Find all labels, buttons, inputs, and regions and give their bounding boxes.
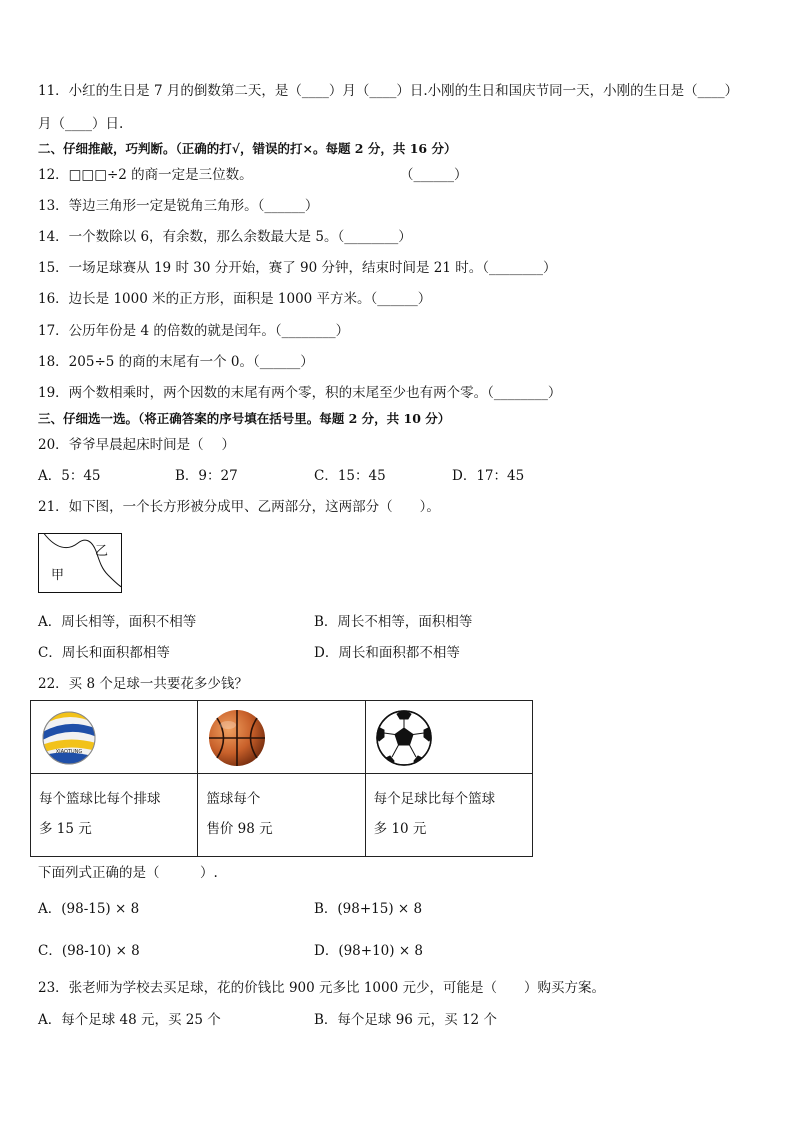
q20-stem: 20．爷爷早晨起床时间是（ ） [38, 437, 235, 453]
q22-option-d[interactable]: D．(98+10) × 8 [314, 943, 424, 959]
q19: 19．两个数相乘时，两个因数的末尾有两个零，积的末尾至少也有两个零。（________） [38, 385, 562, 401]
basketball-info-cell [198, 774, 365, 857]
q14: 14．一个数除以 6，有余数，那么余数最大是 5。（________） [38, 229, 412, 245]
soccer-ball-cell [365, 701, 532, 774]
q15: 15．一场足球赛从 19 时 30 分开始，赛了 90 分钟，结束时间是 21 时。（________） [38, 260, 557, 276]
soccer-vs-basketball-text: 每个足球比每个篮球 [373, 791, 496, 807]
q21-rectangle-figure [38, 533, 122, 593]
q22-price-table [30, 700, 533, 857]
q21-option-b[interactable]: B．周长不相等，面积相等 [314, 614, 473, 630]
label-jia: 甲 [51, 568, 65, 583]
basketball-vs-volleyball-text: 每个篮球比每个排球 [39, 791, 161, 807]
volleyball-info-cell [31, 774, 198, 857]
label-yi: 乙 [95, 544, 109, 559]
soccer-vs-basketball-diff: 多 10 元 [373, 821, 427, 837]
q18: 18．205÷5 的商的末尾有一个 0。（______） [38, 354, 314, 370]
soccer-ball-icon [374, 708, 434, 768]
q21-stem: 21．如下图，一个长方形被分成甲、乙两部分，这两部分（ ）。 [38, 499, 440, 515]
q21-option-a[interactable]: A．周长相等，面积不相等 [38, 614, 197, 630]
q20-option-d[interactable]: D．17：45 [452, 468, 525, 484]
basketball-price-value: 售价 98 元 [206, 821, 273, 837]
soccer-info-cell [365, 774, 532, 857]
q11-line2: 月（____）日. [38, 116, 124, 132]
q23-option-a[interactable]: A．每个足球 48 元，买 25 个 [38, 1012, 221, 1028]
q12-answer-blank[interactable]: （______） [400, 167, 468, 183]
q17: 17．公历年份是 4 的倍数的就是闰年。（________） [38, 323, 350, 339]
q22-prompt: 下面列式正确的是（ ）. [38, 865, 218, 881]
q12-text: 12．□□□÷2 的商一定是三位数。 [38, 167, 253, 183]
q22-option-b[interactable]: B．(98+15) × 8 [314, 901, 423, 917]
q16: 16．边长是 1000 米的正方形，面积是 1000 平方米。（______） [38, 291, 432, 307]
q23-stem: 23．张老师为学校去买足球，花的价钱比 900 元多比 1000 元少，可能是（ ）购买方案。 [38, 980, 605, 996]
volleyball-brand: XIAOTUNG [55, 749, 83, 755]
q21-option-d[interactable]: D．周长和面积都不相等 [314, 645, 460, 661]
basketball-icon [206, 707, 268, 769]
q20-option-b[interactable]: B．9：27 [175, 468, 238, 484]
q22-option-c[interactable]: C．(98-10) × 8 [38, 943, 140, 959]
rectangle-outline [39, 534, 122, 593]
q20-option-a[interactable]: A．5：45 [38, 468, 101, 484]
volleyball-icon [39, 708, 99, 768]
volleyball-cell [31, 701, 198, 774]
q11-line1: 11．小红的生日是 7 月的倒数第二天，是（____）月（____）日.小刚的生日和国庆节同一天，小刚的生日是（____） [38, 83, 739, 99]
q21-option-c[interactable]: C．周长和面积都相等 [38, 645, 170, 661]
basketball-price-label: 篮球每个 [206, 791, 261, 807]
q20-option-c[interactable]: C．15：45 [314, 468, 386, 484]
section3-title: 三、仔细选一选。（将正确答案的序号填在括号里。每题 2 分，共 10 分） [38, 411, 451, 426]
section2-title: 二、仔细推敲，巧判断。（正确的打√，错误的打×。每题 2 分，共 16 分） [38, 141, 457, 156]
q23-option-b[interactable]: B．每个足球 96 元，买 12 个 [314, 1012, 497, 1028]
q22-option-a[interactable]: A．(98-15) × 8 [38, 901, 140, 917]
basketball-vs-volleyball-diff: 多 15 元 [39, 821, 92, 837]
q13: 13．等边三角形一定是锐角三角形。（______） [38, 198, 319, 214]
basketball-cell [198, 701, 365, 774]
q22-stem: 22．买 8 个足球一共要花多少钱？ [38, 676, 248, 692]
